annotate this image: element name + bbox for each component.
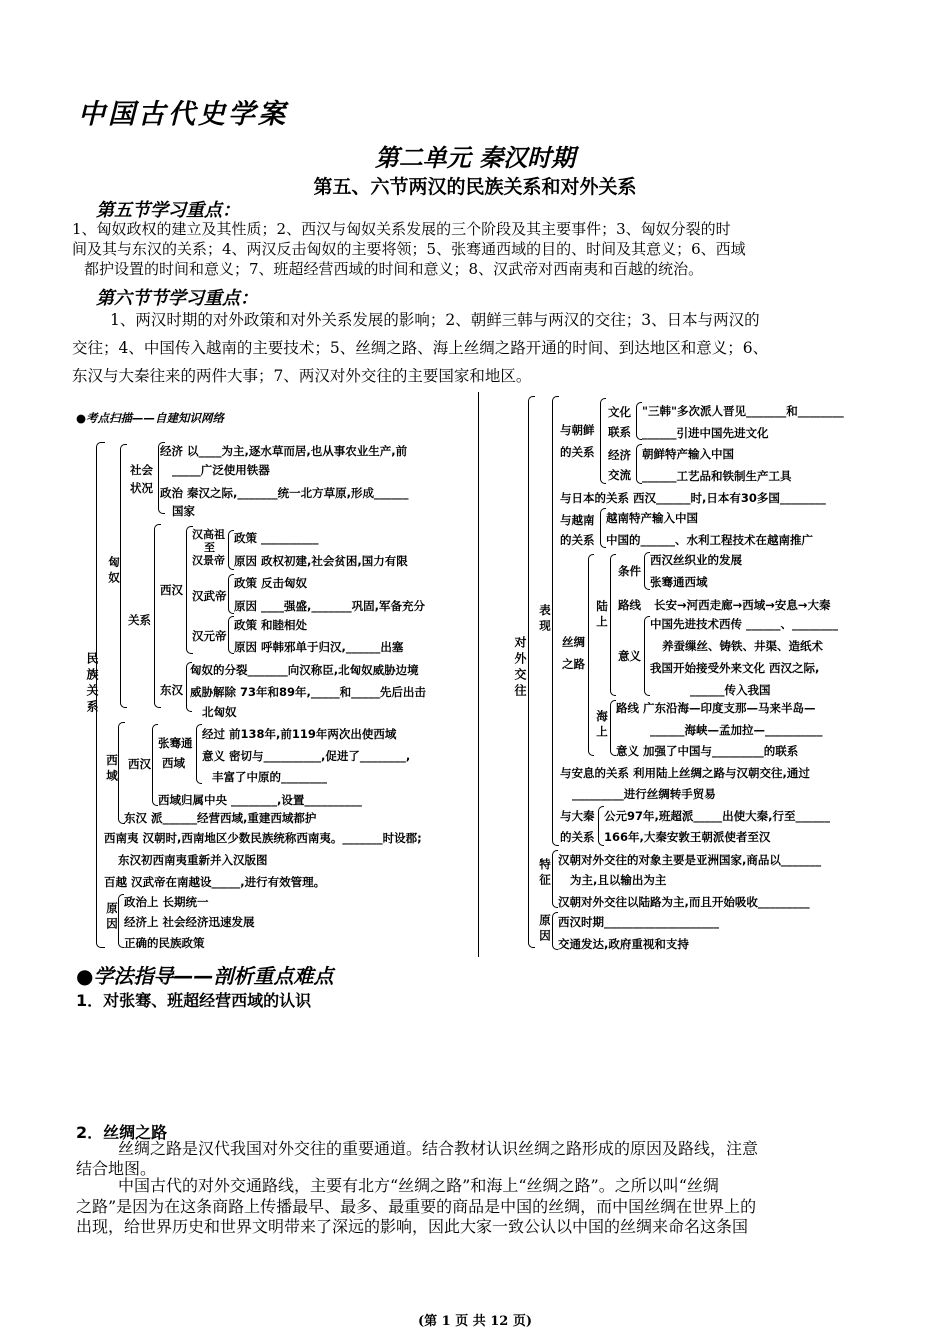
luxian-route: 长安→河西走廊→西域→安息→大秦 [654,598,831,612]
xihan-label: 西汉 [160,583,183,597]
zhangqian-meaning: 意义 密切与__________,促进了________, [202,749,411,763]
guide-p2-line-2: 之路”是因为在这条商路上传播最早、最多、最重要的商品是中国的丝绸，而中国丝绸在世界上的 [76,1197,757,1216]
donghan-line-1: 匈奴的分裂_______向汉称臣,北匈奴威胁边境 [190,663,419,677]
section5-line-3: 都护设置的时间和意义；7、班超经营西域的时间和意义；8、汉武帝对西南夷和百越的统治。 [84,260,704,278]
chaoxian-culture-1: "三韩"多次派人晋见_______和________ [642,404,844,418]
scan-header: ●考点扫描——自建知识网络 [76,411,225,425]
tezheng-1: 汉朝对外交往的对象主要是亚洲国家,商品以_______ [558,853,822,867]
lushang-bracket [610,554,616,696]
right-yuanyin-1: 西汉时期____________________ [558,915,719,929]
daqin-label-1: 与大秦 [560,809,595,823]
wudi-policy: 政策 反击匈奴 [234,576,308,590]
yiyi-4: ______传入我国 [690,683,771,697]
page-footer: (第 1 页 共 12 页) [417,1314,533,1329]
yuanyin-policy: 正确的民族政策 [124,936,205,950]
guide-p1-line-1: 丝绸之路是汉代我国对外交往的重要通道。结合教材认识丝绸之路形成的原因及路线，注意 [118,1139,759,1158]
root-label: 民族关系 [85,652,99,716]
chaoxian-culture-2: ______引进中国先进文化 [642,426,769,440]
zhengzhi-line-1: 政治 秦汉之际,_______统一北方草原,形成______ [160,486,409,500]
wudi-label: 汉武帝 [192,589,227,603]
daqin-label-2: 的关系 [560,830,595,844]
tezheng-3: 汉朝对外交往以陆路为主,而且开始吸收_________ [558,895,810,909]
daqin-line-2: 166年,大秦安敦王朝派使者至汉 [604,830,771,844]
anxi-line-1: 与安息的关系 利用陆上丝绸之路与汉朝交往,通过 [560,766,810,780]
chaoxian-bracket [600,398,606,484]
section-title: 第五、六节两汉的民族关系和对外关系 [313,176,637,198]
yiyi-3: 我国开始接受外来文化 西汉之际, [650,661,820,675]
zhangqian-label-1: 张骞通 [158,736,193,750]
lushang-label: 陆上 [595,600,609,631]
foreign-root-label: 对外交往 [513,636,527,700]
biaoxian-bracket [552,396,559,846]
tiaojian-1: 西汉丝织业的发展 [650,553,742,567]
section5-line-1: 1、匈奴政权的建立及其性质；2、西汉与匈奴关系发展的三个阶段及其主要事件；3、匈奴分裂的时 [72,220,731,238]
chaoxian-label-1: 与朝鲜 [560,423,595,437]
zhangqian-route: 经过 前138年,前119年两次出使西域 [202,727,397,741]
haishang-meaning: 意义 加强了中国与_________的联系 [616,744,799,758]
gaozu-reason: 原因 政权初建,社会贫困,国力有限 [234,554,408,568]
daqin-line-1: 公元97年,班超派_____出使大秦,行至______ [604,809,830,823]
donghan-line-3: 北匈奴 [202,705,237,719]
yuenan-line-2: 中国的______、水利工程技术在越南推广 [606,533,813,547]
gaozu-label-3: 汉景帝 [192,554,225,567]
xinanyi-line-2: 东汉初西南夷重新并入汉版图 [118,853,268,867]
section6-line-2: 交往；4、中国传入越南的主要技术；5、丝绸之路、海上丝绸之路开通的时间、到达地区和意义；6、 [72,339,769,357]
yuandi-label: 汉元帝 [192,629,227,643]
tiaojian-label: 条件 [618,564,641,578]
donghan-line-2: 威胁解除 73年和89年,_____和_____先后出击 [190,685,426,699]
yiyi-2: 养蚕缫丝、铸铁、井渠、造纸术 [662,639,823,653]
yuanyin-label: 原因 [105,902,119,933]
chaoxian-label-2: 的关系 [560,445,595,459]
yuanyin-economy: 经济上 社会经济迅速发展 [124,915,255,929]
tiaojian-2: 张骞通西域 [650,575,708,589]
section5-line-2: 间及其与东汉的关系；4、两汉反击匈奴的主要将领；5、张骞通西域的目的、时间及其意义；6、西域 [72,240,746,258]
xiyu-xihan-label: 西汉 [128,757,151,771]
zhangqian-meaning-2: 丰富了中原的________ [212,770,327,784]
xiyu-donghan: 东汉 派______经营西域,重建西域都护 [124,811,317,825]
xiongnu-label: 匈奴 [107,556,121,587]
document-title: 中国古代史学案 [78,99,288,130]
silu-label-2: 之路 [562,657,585,671]
wenhua-label: 文化 [608,405,631,419]
jingji-line-1: 经济 以____为主,逐水草而居,也从事农业生产,前 [160,444,408,458]
guide-p1-line-2: 结合地图。 [76,1159,157,1178]
biaoxian-label: 表现 [538,604,552,635]
guide-p2-line-3: 出现，给世界历史和世界文明带来了深远的影响，因此大家一致公认以中国的丝绸来命名这条国 [76,1217,749,1236]
section6-line-1: 1、两汉时期的对外政策和对外关系发展的影响；2、朝鲜三韩与两汉的交往；3、日本与两汉的 [110,311,760,329]
foreign-root-bracket [528,396,535,948]
chaoxian-econ-1: 朝鲜特产输入中国 [642,447,734,461]
section6-key-heading: 第六节节学习重点： [96,288,258,309]
shehui-label: 社会 [130,463,153,477]
xiyu-label: 西域 [105,754,119,785]
yuanyin-politics: 政治上 长期统一 [124,895,209,909]
riben-line: 与日本的关系 西汉______时,日本有30多国________ [560,491,826,505]
silu-label-1: 丝绸 [562,635,585,649]
chaoxian-econ-2: ______工艺品和铁制生产工具 [642,469,792,483]
guanxi-bracket [154,524,161,708]
lianxi-label: 联系 [608,425,631,439]
unit-title: 第二单元 秦汉时期 [374,143,576,172]
guide-item-2: 2．丝绸之路 [76,1123,168,1142]
zhuangkuang-label: 状况 [130,481,153,495]
tezheng-2: 为主,且以输出为主 [570,873,667,887]
yuenan-label-1: 与越南 [560,513,595,527]
tezheng-label: 特征 [538,858,552,889]
luxian-label: 路线 [618,598,641,612]
yuandi-reason: 原因 呼韩邪单于归汉,______出塞 [234,640,404,654]
jingji-line-2: _____广泛使用铁器 [172,463,270,477]
yiyi-label: 意义 [618,649,641,663]
zhangqian-label-2: 西域 [162,756,185,770]
section5-key-heading: 第五节学习重点： [96,200,240,221]
haishang-route-1: 路线 广东沿海—印度支那—马来半岛— [616,701,816,715]
anxi-line-2: _________进行丝绸转手贸易 [572,787,716,801]
column-divider [478,392,479,957]
yuenan-label-2: 的关系 [560,533,595,547]
donghan-label: 东汉 [160,683,183,697]
right-yuanyin-label: 原因 [538,914,552,945]
haishang-route-2: ______海峡—孟加拉—__________ [650,723,823,737]
gaozu-label-2: 至 [204,541,215,554]
baiyue-line: 百越 汉武帝在南越设_____,进行有效管理。 [104,875,326,889]
haishang-label: 海上 [595,710,609,741]
guanxi-label: 关系 [128,613,151,627]
guide-header: ●学法指导——剖析重点难点 [76,964,334,988]
yuenan-line-1: 越南特产输入中国 [606,511,698,525]
xiyu-central-control: 西域归属中央 ________,设置__________ [158,793,362,807]
gaozu-label-1: 汉高祖 [192,528,225,541]
yiyi-1: 中国先进技术西传 ______、________ [650,617,839,631]
section6-line-3: 东汉与大秦往来的两件大事；7、两汉对外交往的主要国家和地区。 [72,367,532,385]
xinanyi-line-1: 西南夷 汉朝时,西南地区少数民族统称西南夷。_______时设郡; [104,831,422,845]
yuandi-policy: 政策 和睦相处 [234,618,308,632]
wudi-reason: 原因 ____强盛,_______巩固,军备充分 [234,599,425,613]
cx-jiaoliu-label: 交流 [608,468,631,482]
guide-p2-line-1: 中国古代的对外交通路线，主要有北方“丝绸之路”和海上“丝绸之路”。之所以叫“丝绸 [118,1176,719,1195]
right-yuanyin-2: 交通发达,政府重视和支持 [558,937,689,951]
cx-jingji-label: 经济 [608,448,631,462]
zhengzhi-line-2: 国家 [172,504,195,518]
guide-item-1: 1．对张骞、班超经营西域的认识 [76,991,312,1010]
gaozu-policy: 政策 __________ [234,531,319,545]
